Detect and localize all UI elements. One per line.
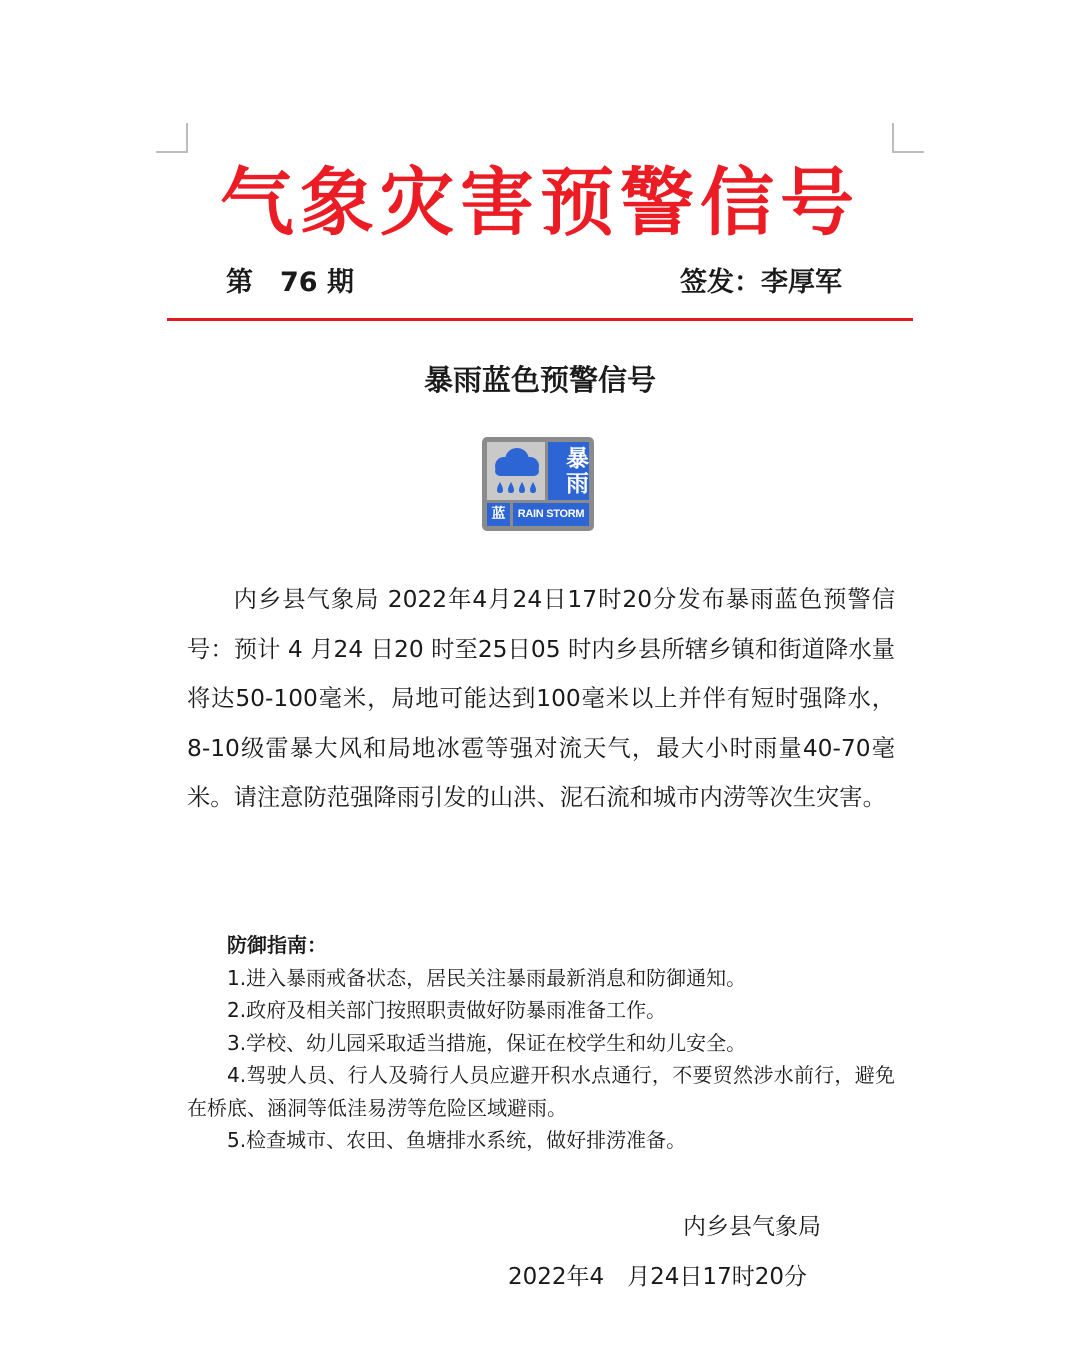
issue-date: 2022年4 月24日17时20分 xyxy=(508,1264,807,1290)
signer: 签发：李厚军 xyxy=(680,267,842,298)
warning-paragraph: 内乡县气象局 2022年4月24日17时20分发布暴雨蓝色预警信号：预计 4 月24 日20 时至25日05 时内乡县所辖乡镇和街道降水量将达50-100毫米，局地可能达到100毫米以上并伴有短时强降水，8-10级雷暴大风和局地冰雹等强对流天气，最大小时雨量40-70毫米。请注意防范强降雨引发的山洪、泥石流和城市内涝等次生灾害。 xyxy=(187,586,895,811)
level-char-blue: 蓝 xyxy=(487,503,510,526)
rain-storm-label: RAIN STORM xyxy=(513,503,589,526)
rainstorm-warning-icon xyxy=(482,437,594,531)
issuing-organization: 内乡县气象局 xyxy=(683,1214,821,1240)
guide-item: 3.学校、幼儿园采取适当措施，保证在校学生和幼儿安全。 xyxy=(227,1030,747,1055)
banner-title: 气象灾害预警信号 xyxy=(220,160,860,246)
page-corner-mark-left xyxy=(156,123,188,153)
issue-number: 第 76 期 xyxy=(226,267,354,298)
rainstorm-chars: 暴雨 xyxy=(548,442,589,500)
red-divider-line xyxy=(167,318,913,321)
defense-guide xyxy=(187,929,895,1157)
guide-heading: 防御指南： xyxy=(227,933,327,957)
warning-body xyxy=(187,575,895,823)
guide-item: 5.检查城市、农田、鱼塘排水系统，做好排涝准备。 xyxy=(227,1128,687,1152)
cloud-panel xyxy=(487,442,545,500)
guide-item: 4.驾驶人员、行人及骑行人员应避开积水点通行，不要贸然涉水前行，避免在桥底、涵洞等低洼易涝等危险区域避雨。 xyxy=(187,1063,895,1120)
guide-item: 2.政府及相关部门按照职责做好防暴雨准备工作。 xyxy=(227,998,667,1022)
rain-cloud-icon xyxy=(487,442,545,500)
warning-title: 暴雨蓝色预警信号 xyxy=(423,363,656,397)
guide-item: 1.进入暴雨戒备状态，居民关注暴雨最新消息和防御通知。 xyxy=(227,965,747,990)
page-corner-mark-right xyxy=(892,123,924,153)
